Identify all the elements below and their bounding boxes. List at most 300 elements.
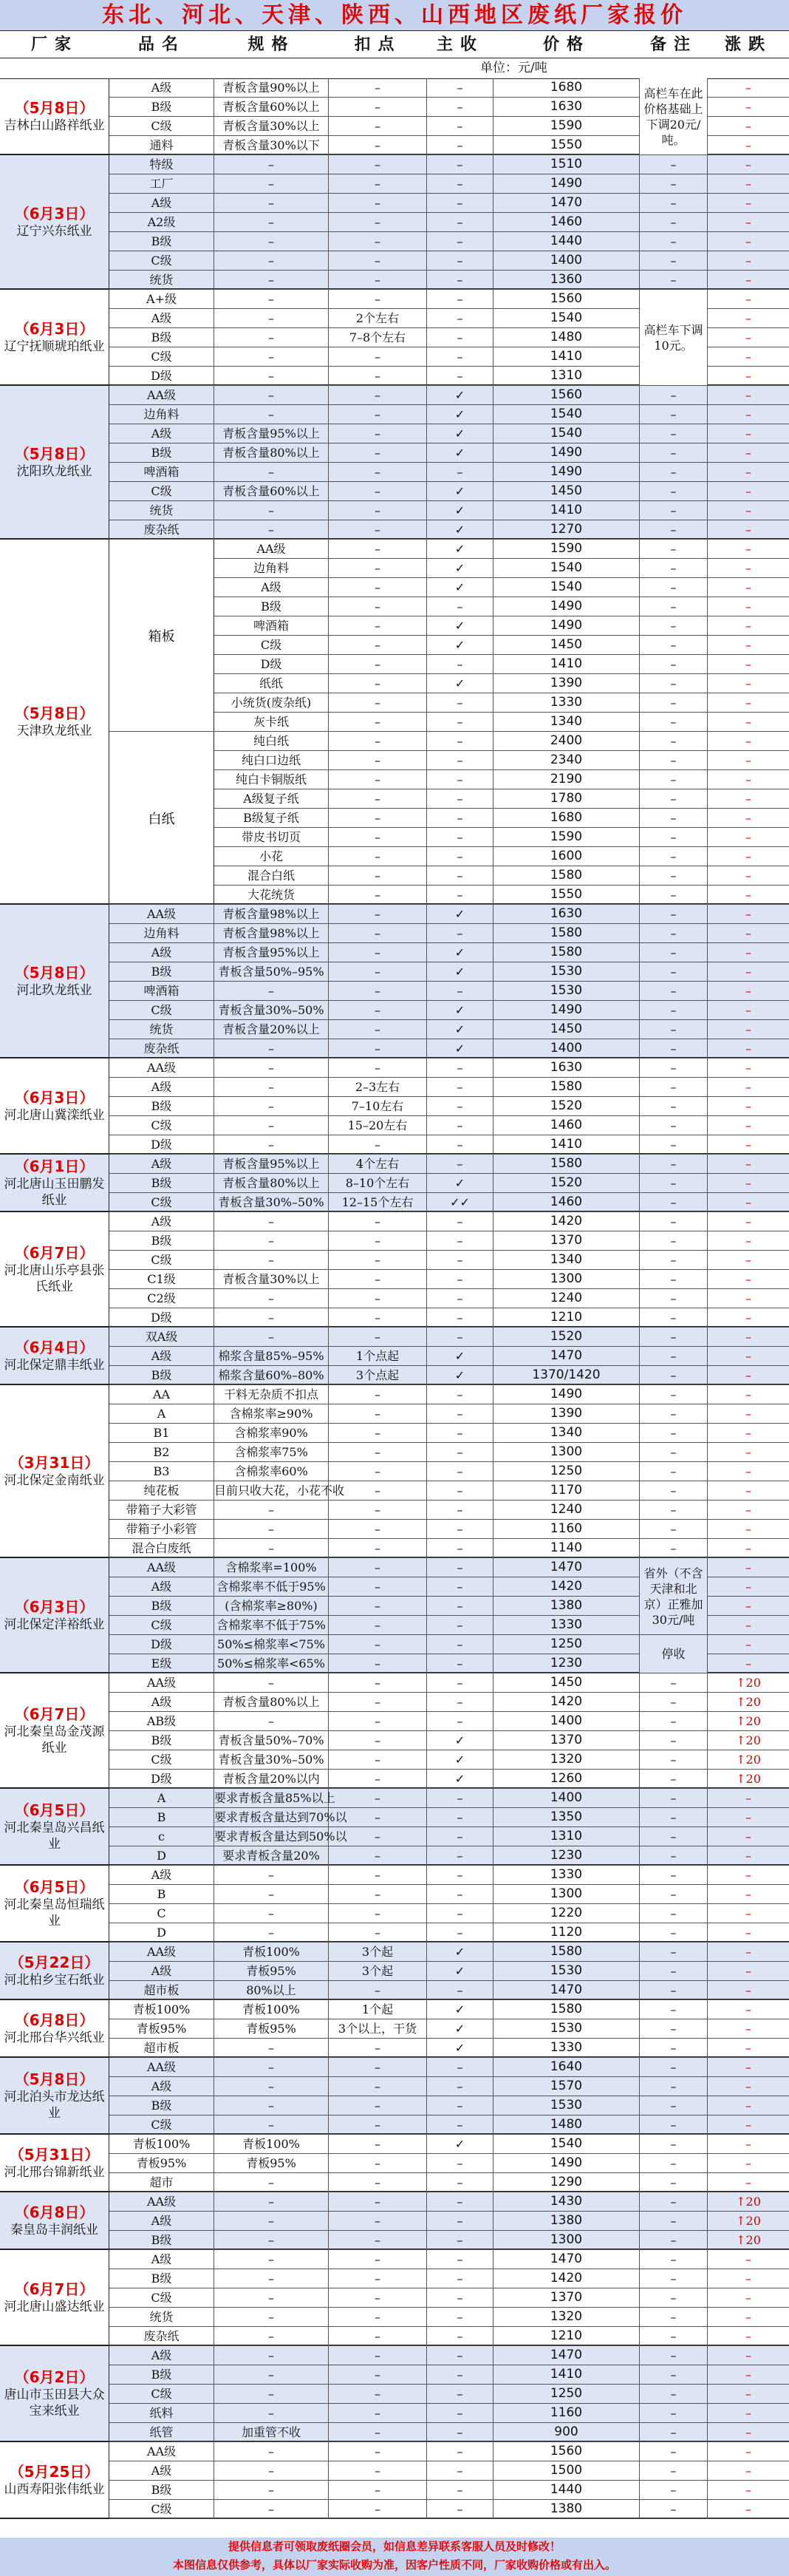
main-collect: – [427, 1078, 493, 1096]
remark: – [640, 2308, 708, 2326]
remark: – [640, 2500, 708, 2518]
table-row [109, 1308, 789, 1328]
product-name: C级 [109, 251, 214, 270]
spec: 青板含量30%–50% [214, 1001, 329, 1019]
change: ↑20 [736, 1772, 761, 1786]
factory-block [0, 1058, 789, 1155]
price: 1410 [493, 347, 640, 366]
change: – [745, 2175, 751, 2189]
main-collect: – [427, 1289, 493, 1308]
product-name: B级 [109, 2096, 214, 2115]
main-collect: – [427, 232, 493, 251]
table-row [109, 1827, 789, 1846]
remark: – [640, 2385, 708, 2403]
deduction: – [329, 2192, 427, 2211]
deduction: – [329, 1231, 427, 1250]
main-collect: – [427, 78, 493, 97]
change: – [745, 2137, 751, 2151]
factory-date: （6月3日） [14, 1598, 95, 1616]
change: – [745, 561, 751, 575]
spec: 纯白口边纸 [214, 751, 329, 769]
factory-name: 河北保定鼎丰纸业 [4, 1358, 105, 1373]
change: – [745, 1234, 751, 1248]
table-row [109, 1731, 789, 1750]
remark: – [640, 1731, 708, 1750]
deduction: 8–10个左右 [329, 1174, 427, 1192]
price: 1440 [493, 232, 640, 251]
product-name: c [109, 1827, 214, 1846]
main-collect: – [427, 1212, 493, 1231]
change: – [745, 215, 751, 229]
deduction: – [329, 886, 427, 904]
change: – [745, 888, 751, 902]
deduction: – [329, 1520, 427, 1538]
spec: – [214, 232, 329, 251]
remark: – [640, 2481, 708, 2499]
main-collect: – [427, 271, 493, 289]
table-row [109, 155, 789, 174]
main-collect: – [427, 2096, 493, 2115]
remark: – [640, 405, 708, 424]
spec: – [214, 1673, 329, 1692]
table-row [109, 386, 789, 405]
change: – [745, 1099, 751, 1113]
main-collect: – [427, 1404, 493, 1423]
change: – [745, 2041, 751, 2055]
spec: – [214, 2385, 329, 2403]
remark: – [640, 1693, 708, 1711]
factory-cell [0, 1058, 109, 1153]
change: – [745, 2310, 751, 2324]
remark: – [640, 751, 708, 769]
product-name: AA级 [109, 386, 214, 404]
remark: – [640, 693, 708, 712]
price: 1490 [493, 1385, 640, 1404]
price: 1360 [493, 271, 640, 289]
price: 1590 [493, 117, 640, 135]
spec: 青板含量98%以上 [214, 924, 329, 942]
header-spec: 规格 [247, 35, 296, 54]
change: – [745, 2002, 751, 2016]
deduction: – [329, 828, 427, 846]
price: 1210 [493, 1308, 640, 1327]
table-row [109, 1789, 789, 1808]
table-row [109, 2192, 789, 2212]
main-collect: – [427, 1885, 493, 1903]
deduction: 2个左右 [329, 309, 427, 327]
product-name: C级 [109, 1251, 214, 1269]
table-row [109, 982, 789, 1001]
price: 1430 [493, 2192, 640, 2211]
change: – [745, 234, 751, 248]
factory-block [0, 2346, 789, 2442]
change: – [745, 177, 751, 191]
change: – [745, 2156, 751, 2170]
spec: – [214, 2212, 329, 2230]
change: – [745, 1599, 751, 1613]
main-collect: ✓ [427, 1943, 493, 1961]
change: – [745, 1195, 751, 1209]
factory-block [0, 1673, 789, 1789]
table-row [109, 2404, 789, 2423]
deduction: – [329, 1501, 427, 1519]
deduction: 3个点起 [329, 1366, 427, 1384]
table-row [214, 674, 789, 693]
product-name: C级 [109, 2385, 214, 2403]
change: – [745, 503, 751, 517]
spec: 青板含量30%–50% [214, 1750, 329, 1769]
product-name: AA级 [109, 1673, 214, 1692]
main-collect: – [427, 2154, 493, 2172]
change: – [745, 2118, 751, 2132]
remark: – [640, 1770, 708, 1788]
remark: – [640, 886, 708, 904]
deduction: – [329, 982, 427, 1000]
main-collect: – [427, 1481, 493, 1500]
factory-cell [0, 1385, 109, 1557]
main-collect: – [427, 770, 493, 789]
table-row [214, 540, 789, 559]
price: 1450 [493, 1673, 640, 1692]
remark: – [640, 597, 708, 616]
change: – [745, 1330, 751, 1344]
remark: – [640, 789, 708, 808]
product-name: AA级 [109, 1058, 214, 1077]
product-name: B级 [109, 2269, 214, 2288]
table-row [109, 444, 789, 463]
main-collect: ✓ [427, 540, 493, 558]
deduction: – [329, 1404, 427, 1423]
change: – [745, 1003, 751, 1017]
spec: 青板含量98%以上 [214, 905, 329, 923]
table-row [109, 1039, 789, 1058]
price: 1530 [493, 1962, 640, 1980]
table-row [109, 1366, 789, 1385]
change: – [745, 1484, 751, 1498]
main-collect: – [427, 1539, 493, 1557]
main-collect: – [427, 136, 493, 154]
change: – [745, 523, 751, 537]
factory-block [0, 1943, 789, 2000]
spec: 棉浆含量60%–80% [214, 1366, 329, 1384]
change: – [745, 1868, 751, 1882]
change: – [745, 1810, 751, 1824]
main-collect: ✓ [427, 1020, 493, 1039]
deduction: – [329, 1770, 427, 1788]
table-row [109, 1539, 789, 1558]
factory-cell [0, 1789, 109, 1864]
main-collect: – [427, 1251, 493, 1269]
spec: 干料无杂质不扣点 [214, 1385, 329, 1404]
product-name: A级 [109, 2461, 214, 2480]
spec: 纯白卡铜版纸 [214, 770, 329, 789]
product-name: B级 [109, 444, 214, 462]
main-collect: – [427, 1904, 493, 1923]
deduction: – [329, 1885, 427, 1903]
spec: – [214, 1289, 329, 1308]
remark: – [640, 616, 708, 635]
change: ↑20 [736, 2214, 761, 2228]
change: – [745, 984, 751, 998]
price: 1630 [493, 1058, 640, 1077]
price: 1560 [493, 386, 640, 404]
remark: – [640, 1750, 708, 1769]
remark: – [640, 2192, 708, 2211]
table-row [109, 1846, 789, 1866]
main-collect: – [427, 2077, 493, 2096]
factory-name: 河北唐山冀滦纸业 [4, 1108, 105, 1123]
deduction: 1个点起 [329, 1347, 427, 1365]
remark-note: 高栏车在此价格基础上下调20元/吨。 [640, 78, 708, 154]
table-row [109, 501, 789, 520]
deduction: 12–15个左右 [329, 1193, 427, 1211]
spec: – [214, 1520, 329, 1538]
deduction: – [329, 2346, 427, 2365]
remark: – [640, 2154, 708, 2172]
price: 1540 [493, 578, 640, 597]
table-row [109, 2423, 789, 2442]
price: 1390 [493, 1404, 640, 1423]
main-collect: ✓ [427, 1039, 493, 1058]
factory-date: （6月7日） [14, 2280, 95, 2298]
change: – [745, 254, 751, 268]
factory-date: （5月8日） [14, 964, 95, 982]
spec: 要求青板含量达到50%以 [214, 1827, 329, 1846]
main-collect: – [427, 1616, 493, 1634]
spec: 青板含量30%–50% [214, 1193, 329, 1211]
main-collect: – [427, 328, 493, 347]
product-name: 统货 [109, 2308, 214, 2326]
change: – [745, 1580, 751, 1594]
main-collect: – [427, 1443, 493, 1461]
main-collect: – [427, 982, 493, 1000]
deduction: – [329, 2077, 427, 2096]
deduction: – [329, 1135, 427, 1154]
change: – [745, 2348, 751, 2362]
change: – [745, 2368, 751, 2382]
remark: – [640, 962, 708, 981]
main-collect: – [427, 2115, 493, 2134]
product-name: B级 [109, 232, 214, 251]
remark: – [640, 943, 708, 962]
price: 1780 [493, 789, 640, 808]
main-collect: ✓ [427, 1962, 493, 1980]
table-row [109, 1174, 789, 1193]
deduction: – [329, 751, 427, 769]
table-row [109, 1289, 789, 1308]
spec: – [214, 174, 329, 193]
spec: 含棉浆率≥90% [214, 1404, 329, 1423]
change: – [745, 676, 751, 690]
spec: 目前只收大花，小花不收 [214, 1481, 329, 1500]
main-collect: – [427, 2212, 493, 2230]
deduction: – [329, 962, 427, 981]
factory-name: 河北秦皇岛金茂源纸业 [4, 1724, 105, 1756]
remark: – [640, 713, 708, 731]
deduction: – [329, 2212, 427, 2230]
product-name: 青板100% [109, 2135, 214, 2153]
main-collect: – [427, 1597, 493, 1615]
remark: – [640, 2404, 708, 2422]
spec: 青板含量20%以上 [214, 1020, 329, 1039]
factory-block [0, 2058, 789, 2135]
price: 1320 [493, 1750, 640, 1769]
factory-date: （6月4日） [14, 1339, 95, 1356]
product-name: 特级 [109, 155, 214, 174]
price: 1490 [493, 1001, 640, 1019]
table-row [109, 2077, 789, 2096]
main-collect: – [427, 194, 493, 212]
table-row [214, 809, 789, 828]
price: 1160 [493, 2404, 640, 2422]
table-row [109, 1231, 789, 1251]
product-name: B [109, 1808, 214, 1826]
price: 1250 [493, 2385, 640, 2403]
table-row [109, 1693, 789, 1712]
spec: – [214, 2365, 329, 2384]
remark: – [640, 809, 708, 827]
deduction: – [329, 2308, 427, 2326]
spec: – [214, 2173, 329, 2192]
factory-date: （6月8日） [14, 2203, 95, 2221]
table-row [109, 2327, 789, 2346]
change: – [745, 1022, 751, 1036]
product-name: A级 [109, 2346, 214, 2365]
main-collect: – [427, 1635, 493, 1654]
product-name: AA级 [109, 2058, 214, 2076]
main-collect: – [427, 1058, 493, 1077]
spec: 加重管不收 [214, 2423, 329, 2441]
price: 1490 [493, 2154, 640, 2172]
spec: 大花统货 [214, 886, 329, 904]
factory-cell [0, 1155, 109, 1211]
spec: – [214, 1923, 329, 1942]
spec: 青板含量80%以上 [214, 444, 329, 462]
deduction: – [329, 1270, 427, 1288]
change: – [745, 1945, 751, 1959]
change: – [745, 599, 751, 614]
spec: 含棉浆率=100% [214, 1558, 329, 1577]
price: 1530 [493, 982, 640, 1000]
change: – [745, 1887, 751, 1901]
remark: – [640, 1481, 708, 1500]
product-name: A级 [109, 309, 214, 327]
change: – [745, 1522, 751, 1536]
deduction: – [329, 2500, 427, 2518]
main-collect: ✓ [427, 405, 493, 424]
product-name: AA级 [109, 1558, 214, 1577]
remark: – [640, 655, 708, 673]
change: – [745, 196, 751, 210]
deduction: – [329, 2173, 427, 2192]
spec: 青板含量95%以上 [214, 1155, 329, 1173]
price: 1570 [493, 2077, 640, 2096]
product-name: C级 [109, 1116, 214, 1135]
spec: 青板100% [214, 2000, 329, 2019]
product-name: C级 [109, 2500, 214, 2518]
main-collect: – [427, 1308, 493, 1327]
deduction: 7–8个左右 [329, 328, 427, 347]
spec: – [214, 1251, 329, 1269]
spec: – [214, 2039, 329, 2057]
product-name: 青板95% [109, 2019, 214, 2038]
spec: – [214, 2269, 329, 2288]
price: 1120 [493, 1923, 640, 1942]
main-collect: ✓ [427, 424, 493, 443]
factory-cell [0, 2000, 109, 2056]
product-name: A级 [109, 2077, 214, 2096]
price: 1210 [493, 2327, 640, 2345]
product-name: 超市板 [109, 2039, 214, 2057]
price: 1340 [493, 713, 640, 731]
table-row [214, 847, 789, 866]
main-collect: ✓ [427, 1174, 493, 1192]
remark: – [640, 1943, 708, 1961]
change: – [745, 696, 751, 710]
remark: – [640, 2250, 708, 2269]
product-name: 超市 [109, 2173, 214, 2192]
remark: – [640, 2327, 708, 2345]
product-name: 工厂 [109, 174, 214, 193]
change: – [745, 1791, 751, 1805]
price: 1580 [493, 1943, 640, 1961]
main-collect: – [427, 1654, 493, 1673]
deduction: – [329, 732, 427, 750]
remark: – [640, 2135, 708, 2153]
spec: – [214, 2077, 329, 2096]
main-collect: ✓ [427, 2019, 493, 2038]
remark: – [640, 1212, 708, 1231]
table-row [109, 1251, 789, 1270]
change: ↑20 [736, 1676, 761, 1690]
price: 1560 [493, 290, 640, 308]
table-row [109, 232, 789, 251]
main-collect: – [427, 789, 493, 808]
table-row [109, 1673, 789, 1693]
spec: 80%以上 [214, 1981, 329, 1999]
remark: – [640, 1404, 708, 1423]
factory-name: 河北保定洋裕纸业 [4, 1617, 105, 1632]
main-collect: ✓ [427, 2039, 493, 2057]
factory-name: 河北唐山玉田鹏发纸业 [4, 1177, 105, 1208]
spec: 青板含量95%以上 [214, 424, 329, 443]
change: – [745, 138, 751, 152]
deduction: – [329, 1693, 427, 1711]
change: – [745, 1061, 751, 1075]
footer-line: 本图信息仅供参考，具体以厂家实际收购为准，因客户性质不同，厂家收购价格或有出入。 [172, 2558, 616, 2572]
factory-name: 河北柏乡宝石纸业 [4, 1973, 105, 1988]
remark: – [640, 520, 708, 539]
main-collect: – [427, 155, 493, 174]
product-name: 纯花板 [109, 1481, 214, 1500]
deduction: – [329, 1597, 427, 1615]
factory-name: 河北秦皇岛兴昌纸业 [4, 1821, 105, 1852]
factory-block [0, 2135, 789, 2192]
factory-date: （3月31日） [9, 1454, 100, 1472]
main-collect: – [427, 2250, 493, 2269]
change: – [745, 2387, 751, 2401]
price: 1420 [493, 1212, 640, 1231]
spec: 啤酒箱 [214, 616, 329, 635]
table-row [109, 1212, 789, 1231]
factory-block [0, 1789, 789, 1866]
price: 1630 [493, 905, 640, 923]
price: 1260 [493, 1770, 640, 1788]
product-name: 废杂纸 [109, 520, 214, 539]
spec: – [214, 2327, 329, 2345]
price: 1410 [493, 501, 640, 520]
factory-cell [0, 1212, 109, 1326]
